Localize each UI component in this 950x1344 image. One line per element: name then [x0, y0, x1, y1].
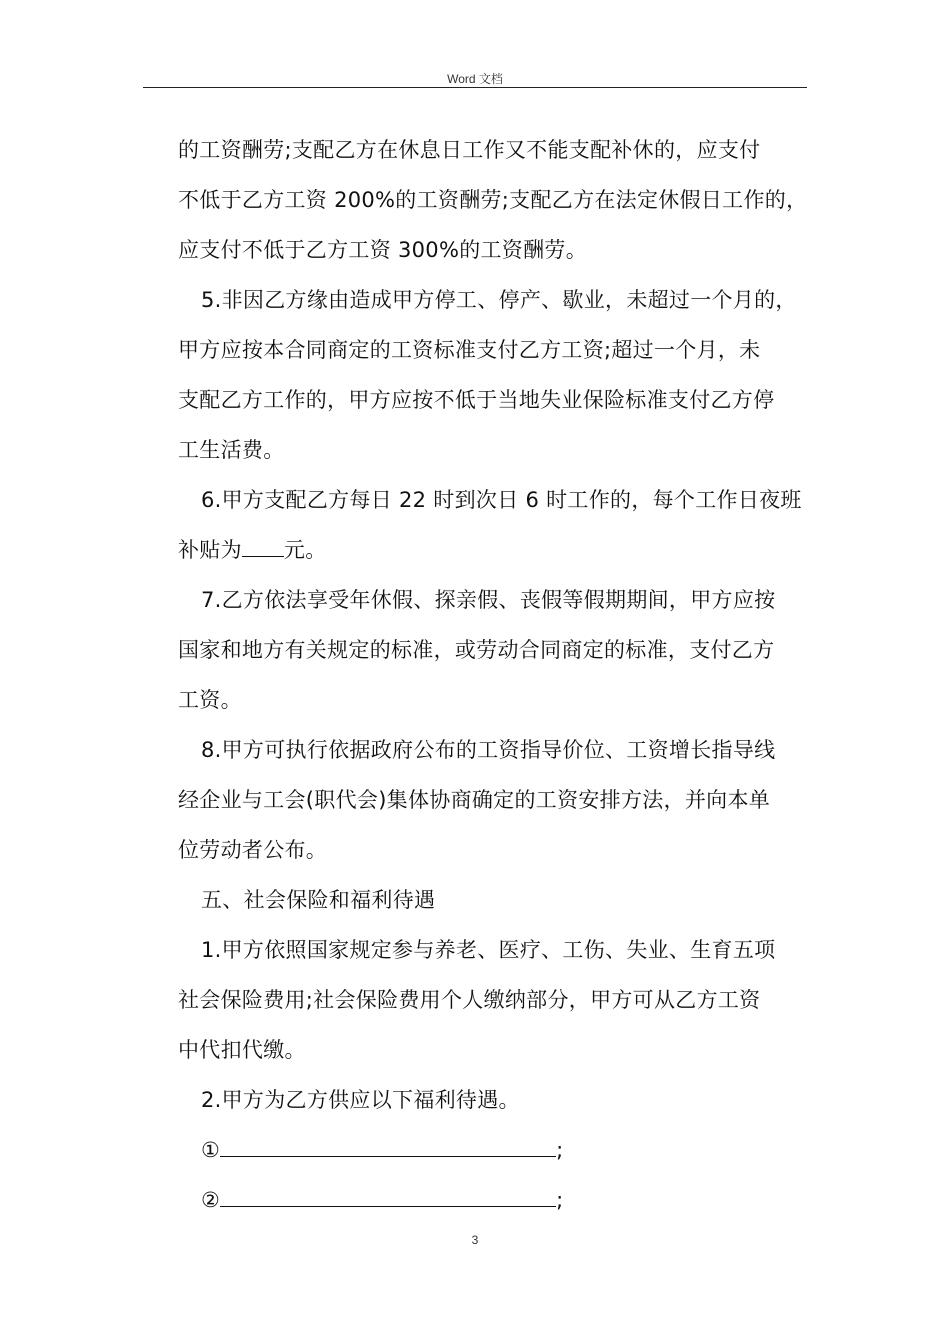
fill-in-blank [242, 538, 284, 557]
text-line: 6.甲方支配乙方每日 22 时到次日 6 时工作的，每个工作日夜班 [201, 488, 802, 512]
text-line: 国家和地方有关规定的标准，或劳动合同商定的标准，支付乙方 [178, 638, 775, 662]
text-line: 1.甲方依照国家规定参与养老、医疗、工伤、失业、生育五项 [201, 938, 776, 962]
header-divider [143, 87, 807, 88]
item-end: ; [556, 1138, 564, 1162]
item-marker: ② [201, 1188, 221, 1212]
page-header: Word 文档 [447, 72, 503, 86]
text-line: 5.非因乙方缘由造成甲方停工、停产、歇业，未超过一个月的， [201, 288, 797, 312]
text-line: 支配乙方工作的，甲方应按不低于当地失业保险标准支付乙方停 [178, 388, 775, 412]
allowance-suffix: 元。 [283, 538, 327, 562]
item-marker: ① [201, 1138, 221, 1162]
text-line: 的工资酬劳;支配乙方在休息日工作又不能支配补休的，应支付 [178, 138, 761, 162]
page-number: 3 [471, 1233, 479, 1247]
item-end: ; [556, 1188, 564, 1212]
text-line: 位劳动者公布。 [178, 838, 328, 862]
text-line: 不低于乙方工资 200%的工资酬劳;支配乙方在法定休假日工作的， [178, 188, 808, 212]
fill-in-blank [220, 1188, 556, 1207]
text-line: 应支付不低于乙方工资 300%的工资酬劳。 [178, 238, 588, 262]
list-item [201, 1186, 564, 1214]
text-line: 工资。 [178, 688, 242, 712]
text-line: 甲方应按本合同商定的工资标准支付乙方工资;超过一个月，未 [178, 338, 761, 362]
list-item [201, 1136, 564, 1164]
text-line: 社会保险费用;社会保险费用个人缴纳部分，甲方可从乙方工资 [178, 988, 761, 1012]
text-line: 2.甲方为乙方供应以下福利待遇。 [201, 1088, 520, 1112]
text-line: 7.乙方依法享受年休假、探亲假、丧假等假期期间，甲方应按 [201, 588, 776, 612]
allowance-line [178, 536, 327, 564]
text-line: 工生活费。 [178, 438, 285, 462]
text-line: 经企业与工会(职代会)集体协商确定的工资安排方法，并向本单 [178, 788, 771, 812]
allowance-prefix: 补贴为 [178, 538, 242, 562]
text-line: 中代扣代缴。 [178, 1038, 306, 1062]
section-heading: 五、社会保险和福利待遇 [201, 888, 436, 912]
text-line: 8.甲方可执行依据政府公布的工资指导价位、工资增长指导线 [201, 738, 776, 762]
fill-in-blank [220, 1138, 556, 1157]
